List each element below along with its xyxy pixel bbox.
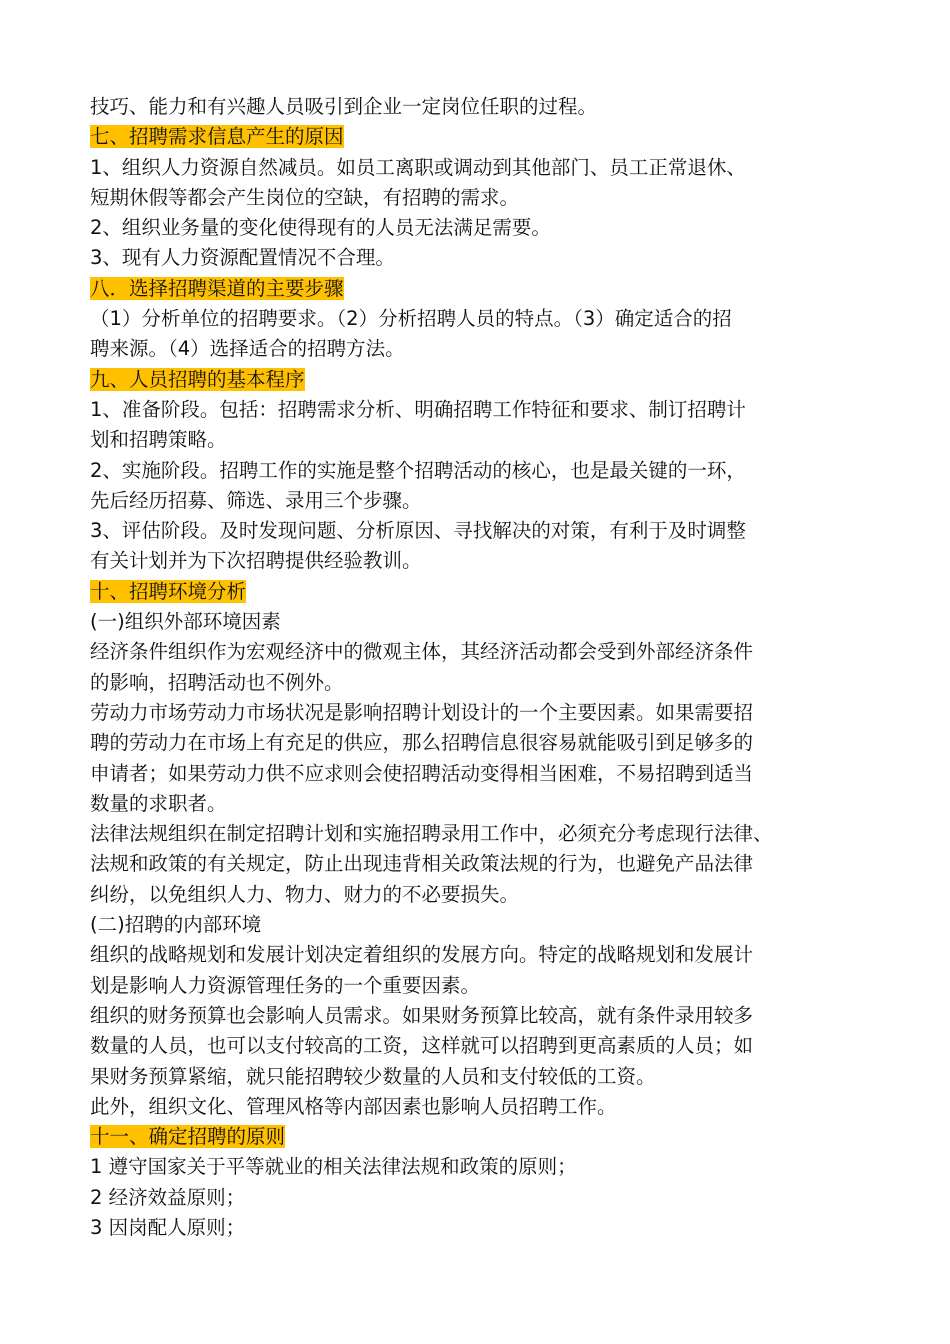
line-text: 划是影响人力资源管理任务的一个重要因素。 xyxy=(90,973,481,997)
text-line xyxy=(90,213,865,243)
text-line xyxy=(90,153,865,183)
text-line xyxy=(90,1031,865,1061)
text-line xyxy=(90,1183,865,1213)
line-text: 3、现有人力资源配置情况不合理。 xyxy=(90,246,395,270)
line-text: 经济条件组织作为宏观经济中的微观主体，其经济活动都会受到外部经济条件 xyxy=(90,640,754,664)
line-text: 3、评估阶段。及时发现问题、分析原因、寻找解决的对策，有利于及时调整 xyxy=(90,519,746,543)
line-text: 劳动力市场劳动力市场状况是影响招聘计划设计的一个主要因素。如果需要招 xyxy=(90,700,754,724)
text-line xyxy=(90,334,865,364)
section-heading-9 xyxy=(90,365,865,395)
text-line xyxy=(90,971,865,1001)
text-line xyxy=(90,637,865,667)
line-text: 技巧、能力和有兴趣人员吸引到企业一定岗位任职的过程。 xyxy=(90,95,598,118)
line-text: 果财务预算紧缩，就只能招聘较少数量的人员和支付较低的工资。 xyxy=(90,1064,656,1088)
heading-text: 九、人员招聘的基本程序 xyxy=(90,367,305,391)
text-line xyxy=(90,1213,865,1243)
line-text: 法律法规组织在制定招聘计划和实施招聘录用工作中，必须充分考虑现行法律、 xyxy=(90,822,773,846)
section-heading-10 xyxy=(90,577,865,607)
section-heading-8 xyxy=(90,274,865,304)
text-line xyxy=(90,668,865,698)
document-page xyxy=(90,92,865,1243)
line-text: (二)招聘的内部环境 xyxy=(90,913,262,937)
line-text: （1）分析单位的招聘要求。（2）分析招聘人员的特点。（3）确定适合的招 xyxy=(90,307,732,331)
text-line xyxy=(90,849,865,879)
text-line xyxy=(90,759,865,789)
line-text: 先后经历招募、筛选、录用三个步骤。 xyxy=(90,488,422,512)
text-line xyxy=(90,728,865,758)
text-line xyxy=(90,425,865,455)
line-text: 申请者；如果劳动力供不应求则会使招聘活动变得相当困难，不易招聘到适当 xyxy=(90,761,754,785)
section-heading-7 xyxy=(90,122,865,152)
text-line xyxy=(90,243,865,273)
text-line xyxy=(90,546,865,576)
line-text: 的影响，招聘活动也不例外。 xyxy=(90,670,344,694)
line-text: 纠纷，以免组织人力、物力、财力的不必要损失。 xyxy=(90,882,520,906)
subheading-internal xyxy=(90,910,865,940)
text-line xyxy=(90,486,865,516)
line-text: 2 经济效益原则； xyxy=(90,1185,246,1209)
text-line xyxy=(90,395,865,425)
text-line xyxy=(90,789,865,819)
line-text: 2、组织业务量的变化使得现有的人员无法满足需要。 xyxy=(90,216,551,240)
line-text: 聘的劳动力在市场上有充足的供应，那么招聘信息很容易就能吸引到足够多的 xyxy=(90,731,754,755)
text-line xyxy=(90,1001,865,1031)
line-text: 1、准备阶段。包括：招聘需求分析、明确招聘工作特征和要求、制订招聘计 xyxy=(90,397,746,421)
line-text: 有关计划并为下次招聘提供经验教训。 xyxy=(90,549,422,573)
heading-text: 十一、确定招聘的原则 xyxy=(90,1125,286,1149)
line-text: 1 遵守国家关于平等就业的相关法律法规和政策的原则； xyxy=(90,1155,577,1179)
line-text: 法规和政策的有关规定，防止出现违背相关政策法规的行为，也避免产品法律 xyxy=(90,852,754,876)
text-line xyxy=(90,304,865,334)
section-heading-11 xyxy=(90,1122,865,1152)
line-text: 1、组织人力资源自然减员。如员工离职或调动到其他部门、员工正常退休、 xyxy=(90,155,746,179)
heading-text: 八．选择招聘渠道的主要步骤 xyxy=(90,276,344,300)
line-text: 组织的战略规划和发展计划决定着组织的发展方向。特定的战略规划和发展计 xyxy=(90,943,754,967)
line-text: 短期休假等都会产生岗位的空缺，有招聘的需求。 xyxy=(90,185,520,209)
line-text: 3 因岗配人原则； xyxy=(90,1215,246,1239)
text-line xyxy=(90,940,865,970)
line-text: 此外，组织文化、管理风格等内部因素也影响人员招聘工作。 xyxy=(90,1094,617,1118)
line-text: 数量的求职者。 xyxy=(90,791,227,815)
text-line xyxy=(90,698,865,728)
heading-text: 十、招聘环境分析 xyxy=(90,579,247,603)
text-line xyxy=(90,819,865,849)
line-text: 聘来源。（4）选择适合的招聘方法。 xyxy=(90,337,405,361)
text-line xyxy=(90,1092,865,1122)
subheading-external xyxy=(90,607,865,637)
text-line xyxy=(90,1152,865,1182)
line-text: 划和招聘策略。 xyxy=(90,428,227,452)
text-line xyxy=(90,183,865,213)
heading-text: 七、招聘需求信息产生的原因 xyxy=(90,125,344,149)
text-line xyxy=(90,92,865,122)
text-line xyxy=(90,1062,865,1092)
line-text: 组织的财务预算也会影响人员需求。如果财务预算比较高，就有条件录用较多 xyxy=(90,1003,754,1027)
text-line xyxy=(90,880,865,910)
line-text: 数量的人员，也可以支付较高的工资，这样就可以招聘到更高素质的人员；如 xyxy=(90,1034,754,1058)
text-line xyxy=(90,516,865,546)
line-text: 2、实施阶段。招聘工作的实施是整个招聘活动的核心，也是最关键的一环， xyxy=(90,458,746,482)
text-line xyxy=(90,456,865,486)
line-text: (一)组织外部环境因素 xyxy=(90,610,281,634)
